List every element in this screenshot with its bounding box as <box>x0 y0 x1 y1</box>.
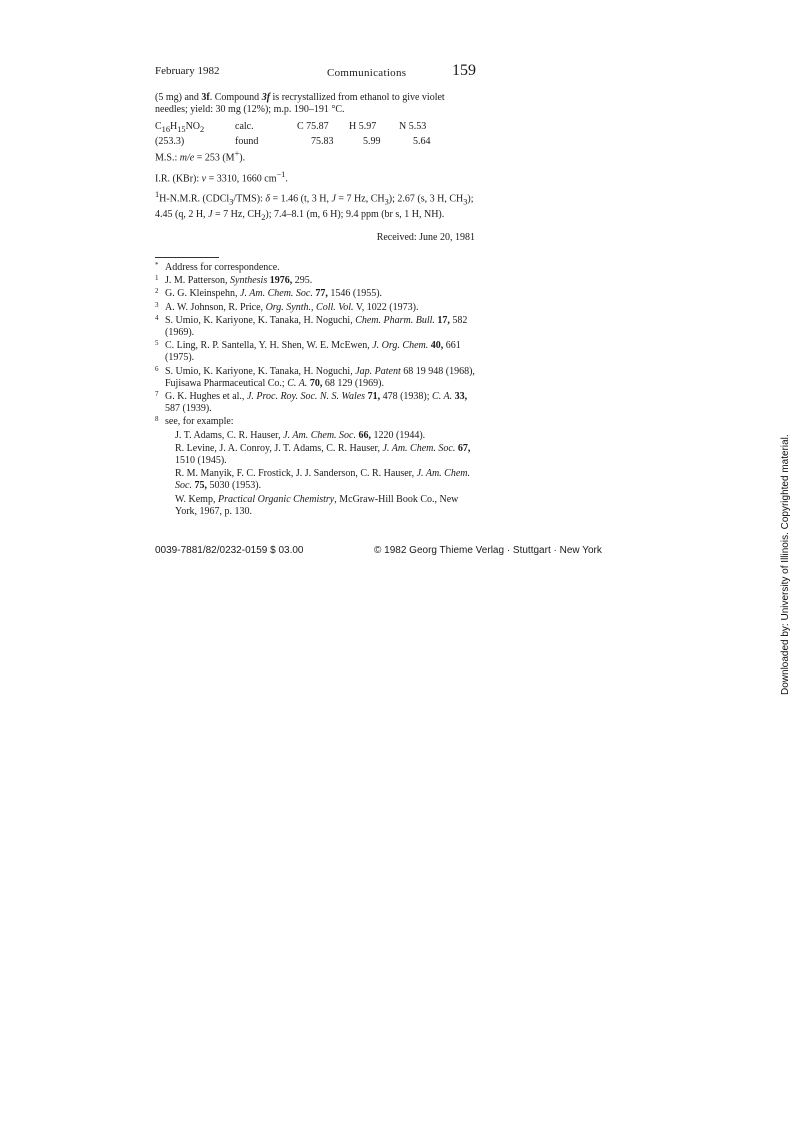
elemental-analysis-table <box>155 121 475 149</box>
header-date: February 1982 <box>155 65 220 77</box>
footnote-text: see, for example: <box>165 416 234 428</box>
footnote-mark: 6 <box>155 364 159 373</box>
footnotes <box>155 262 477 518</box>
header-section: Communications <box>327 67 407 79</box>
calc-label: calc. <box>235 120 254 132</box>
footnote-subref: R. M. Manyik, F. C. Frostick, J. J. Sanderson, C. R. Hauser, J. Am. Chem. Soc. 75, 5030 (1953). <box>175 468 471 492</box>
footnote-text: S. Umio, K. Kariyone, K. Tanaka, H. Noguchi, Jap. Patent 68 19 948 (1968), Fujisawa Pharmaceutical Co.; C. A. 70, 68 129 (1969). <box>165 365 475 389</box>
footnote-item <box>155 366 477 390</box>
footnote-text: C. Ling, R. P. Santella, Y. H. Shen, W. E. McEwen, J. Org. Chem. 40, 661 (1975). <box>165 340 461 364</box>
footnote-item <box>155 340 477 364</box>
footnote-text: A. W. Johnson, R. Price, Org. Synth., Coll. Vol. V, 1022 (1973). <box>165 301 419 313</box>
footnote-text: Address for correspondence. <box>165 262 280 273</box>
experimental-paragraph: (5 mg) and 3f. Compound 3f is recrystallized from ethanol to give violet needles; yield: 30 mg (12%); m.p. 190–191 °C. <box>155 92 445 116</box>
download-watermark: Downloaded by: University of Illinois. Copyrighted material. <box>780 434 791 695</box>
page-number: 159 <box>452 62 476 79</box>
ir-line: I.R. (KBr): ν = 3310, 1660 $cm^{-1}$. <box>155 169 288 185</box>
footnote-text: J. M. Patterson, Synthesis 1976, 295. <box>165 275 313 287</box>
footnote-subref: W. Kemp, Practical Organic Chemistry, McGraw-Hill Book Co., New York, 1967, p. 130. <box>175 493 459 517</box>
calc-c: C 75.87 <box>297 120 329 132</box>
found-label: found <box>235 135 259 147</box>
found-h: 5.99 <box>363 135 381 147</box>
footnote-mark: * <box>155 261 159 269</box>
calc-h: H 5.97 <box>349 120 377 132</box>
mass-spec-line: M.S.: m/e = 253 (M+). <box>155 149 246 164</box>
formula: $C_{16}H_{15}NO_2$ <box>155 120 205 134</box>
received-date: Received: June 20, 1981 <box>376 232 475 243</box>
footnote-item <box>155 315 477 339</box>
molecular-weight: (253.3) <box>155 135 185 147</box>
nmr-line: $^1$H-N.M.R. (CDCl$_3$/TMS): δ = 1.46 (t, 3 H, J = 7 Hz, $CH_3$); 2.67 (s, 3 H, $CH_3$); 4.45 (q, 2 H, J = 7 Hz, $CH_2$); 7.4–8.1 (m, 6 H); 9.4 ppm (br s, 1 H, NH). <box>155 190 474 223</box>
footnote-subref: R. Levine, J. A. Conroy, J. T. Adams, C. R. Hauser, J. Am. Chem. Soc. 67, 1510 (1945). <box>175 442 471 467</box>
footnote-mark: 3 <box>155 300 159 309</box>
footnote-item <box>155 391 477 415</box>
article-code: 0039-7881/82/0232-0159 $ 03.00 <box>155 545 304 556</box>
footnote-mark: 7 <box>155 390 159 399</box>
article-body <box>155 92 475 224</box>
footnote-subref: J. T. Adams, C. R. Hauser, J. Am. Chem. Soc. 66, 1220 (1944). <box>175 429 426 441</box>
calc-n: N 5.53 <box>399 120 427 132</box>
found-n: 5.64 <box>413 135 431 147</box>
analysis-row-found <box>155 136 475 148</box>
footnote-item <box>155 275 477 287</box>
footnote-item <box>155 262 477 274</box>
footnote-rule <box>155 257 219 258</box>
footnote-mark: 1 <box>155 274 159 283</box>
footnote-mark: 2 <box>155 287 159 296</box>
footnote-item <box>155 288 477 300</box>
footnote-text: G. G. Kleinspehn, J. Am. Chem. Soc. 77, 1546 (1955). <box>165 288 383 300</box>
copyright-line: © 1982 Georg Thieme Verlag · Stuttgart · New York <box>374 545 602 556</box>
footnote-mark: 5 <box>155 339 159 348</box>
footnote-item <box>155 302 477 314</box>
footnote-text: S. Umio, K. Kariyone, K. Tanaka, H. Noguchi, Chem. Pharm. Bull. 17, 582 (1969). <box>165 314 468 339</box>
analysis-row-calc <box>155 121 475 136</box>
footnote-mark: 4 <box>155 313 159 322</box>
found-c: 75.83 <box>311 135 334 147</box>
footnote-text: G. K. Hughes et al., J. Proc. Roy. Soc. N. S. Wales 71, 478 (1938); C. A. 33, 587 (1939). <box>165 391 468 415</box>
footnote-mark: 8 <box>155 415 159 424</box>
footnote-item <box>155 416 477 518</box>
